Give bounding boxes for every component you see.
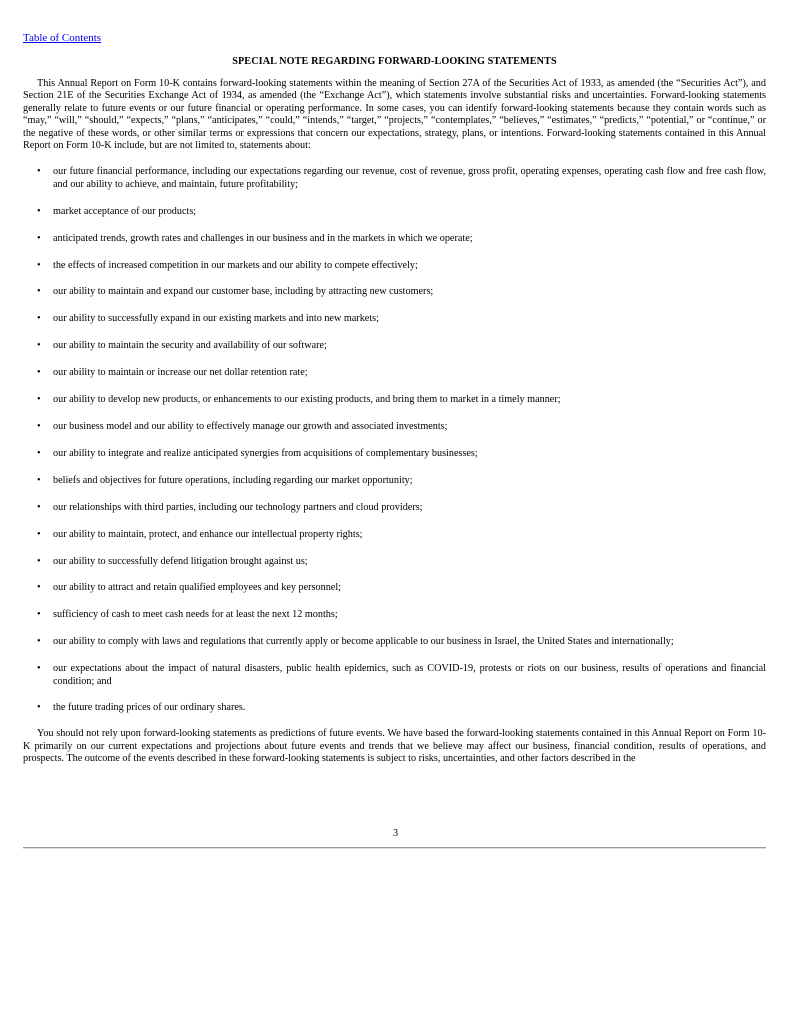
- list-item-text: the future trading prices of our ordinary shares.: [53, 702, 246, 714]
- list-item-text: our future financial performance, including our expectations regarding our revenue, cost of revenue, gross profit, operating expenses, operating cash flow and free cash flow, and our ability to achieve, and maintain, future profitability;: [53, 166, 766, 190]
- bullet-icon: •: [37, 205, 41, 217]
- page-number: 3: [392, 828, 399, 839]
- bullet-icon: •: [37, 394, 41, 406]
- list-item-text: our ability to maintain, protect, and enhance our intellectual property rights;: [53, 528, 363, 540]
- list-item-text: our ability to successfully expand in our existing markets and into new markets;: [53, 313, 379, 325]
- table-of-contents-link[interactable]: Table of Contents: [23, 32, 102, 44]
- list-item: [23, 609, 766, 621]
- list-item: [23, 421, 766, 433]
- bullet-icon: •: [37, 232, 41, 244]
- list-item: [23, 582, 766, 594]
- bullet-icon: •: [37, 367, 41, 379]
- bullet-icon: •: [37, 340, 41, 352]
- closing-paragraph: You should not rely upon forward-looking statements as predictions of future events. We have based the forward-looking statements contained in this Annual Report on Form 10-K primarily on our current expectations and projections about future events and trends that we believe may affect our business, financial condition, results of operations, and prospects. The outcome of the events described in these forward-looking statements is subject to risks, uncertainties, and other factors described in the: [23, 728, 766, 765]
- list-item: [23, 206, 766, 218]
- list-item-text: our relationships with third parties, including our technology partners and cloud providers;: [53, 501, 423, 513]
- list-item: [23, 663, 766, 688]
- list-item: [23, 340, 766, 352]
- bullet-icon: •: [37, 702, 41, 714]
- intro-paragraph: This Annual Report on Form 10-K contains forward-looking statements within the meaning of Section 27A of the Securities Act of 1933, as amended (the “Securities Act”), and Section 21E of the Securities Exchange Act of 1934, as amended (the “Exchange Act”), which statements involve substantial risks and uncertainties. Forward-looking statements generally relate to future events or our future financial or operating performance. In some cases, you can identify forward-looking statements because they contain words such as “may,” “will,” “should,” “expects,” “plans,” “anticipates,” “could,” “intends,” “target,” “projects,” “contemplates,” “believes,” “estimates,” “predicts,” “potential,” or “continue,” or the negative of these words, or other similar terms or expressions that concern our expectations, strategy, plans, or intentions. Forward-looking statements contained in this Annual Report on Form 10-K include, but are not limited to, statements about:: [23, 78, 766, 152]
- list-item-text: our ability to develop new products, or enhancements to our existing products, and bring them to market in a timely manner;: [53, 394, 561, 406]
- bullet-icon: •: [37, 286, 41, 298]
- list-item-text: the effects of increased competition in our markets and our ability to compete effectively;: [53, 259, 418, 271]
- list-item-text: our ability to successfully defend litigation brought against us;: [53, 555, 308, 567]
- bullet-icon: •: [37, 582, 41, 594]
- bullet-icon: •: [37, 636, 41, 648]
- list-item-text: our ability to maintain or increase our net dollar retention rate;: [53, 367, 308, 379]
- list-item: [23, 286, 766, 298]
- bullet-icon: •: [37, 474, 41, 486]
- list-item-text: our expectations about the impact of natural disasters, public health epidemics, such as COVID-19, protests or riots on our business, results of operations and financial condition; and: [53, 663, 766, 687]
- list-item-text: our business model and our ability to effectively manage our growth and associated investments;: [53, 421, 448, 432]
- list-item: [23, 367, 766, 379]
- forward-looking-list: [23, 166, 766, 714]
- document-page: [23, 28, 766, 776]
- bullet-icon: •: [37, 447, 41, 459]
- list-item-text: our ability to integrate and realize anticipated synergies from acquisitions of complementary businesses;: [53, 447, 478, 459]
- list-item-text: beliefs and objectives for future operations, including regarding our market opportunity;: [53, 474, 413, 486]
- list-item-text: our ability to attract and retain qualified employees and key personnel;: [53, 582, 341, 594]
- bullet-icon: •: [37, 313, 41, 325]
- list-item: [23, 529, 766, 541]
- list-item: [23, 394, 766, 406]
- list-item: [23, 702, 766, 714]
- bullet-icon: •: [37, 663, 41, 675]
- list-item-text: sufficiency of cash to meet cash needs for at least the next 12 months;: [53, 609, 338, 621]
- bullet-icon: •: [37, 528, 41, 540]
- list-item-text: our ability to maintain and expand our customer base, including by attracting new customers;: [53, 286, 434, 298]
- list-item-text: our ability to maintain the security and availability of our software;: [53, 340, 327, 352]
- bullet-icon: •: [37, 166, 41, 178]
- page-divider: [23, 847, 766, 849]
- list-item-text: our ability to comply with laws and regulations that currently apply or become applicable to our business in Israel, the United States and internationally;: [53, 636, 674, 648]
- bullet-icon: •: [37, 259, 41, 271]
- list-item: [23, 448, 766, 460]
- list-item-text: market acceptance of our products;: [53, 205, 197, 217]
- bullet-icon: •: [37, 609, 41, 621]
- list-item: [23, 233, 766, 245]
- bullet-icon: •: [37, 421, 41, 432]
- section-title: SPECIAL NOTE REGARDING FORWARD-LOOKING STATEMENTS: [232, 56, 557, 67]
- list-item: [23, 636, 766, 648]
- list-item: [23, 313, 766, 325]
- list-item: [23, 502, 766, 514]
- bullet-icon: •: [37, 501, 41, 513]
- list-item: [23, 166, 766, 191]
- list-item: [23, 556, 766, 568]
- bullet-icon: •: [37, 555, 41, 567]
- list-item: [23, 260, 766, 272]
- list-item-text: anticipated trends, growth rates and challenges in our business and in the markets in which we operate;: [53, 232, 473, 244]
- list-item: [23, 475, 766, 487]
